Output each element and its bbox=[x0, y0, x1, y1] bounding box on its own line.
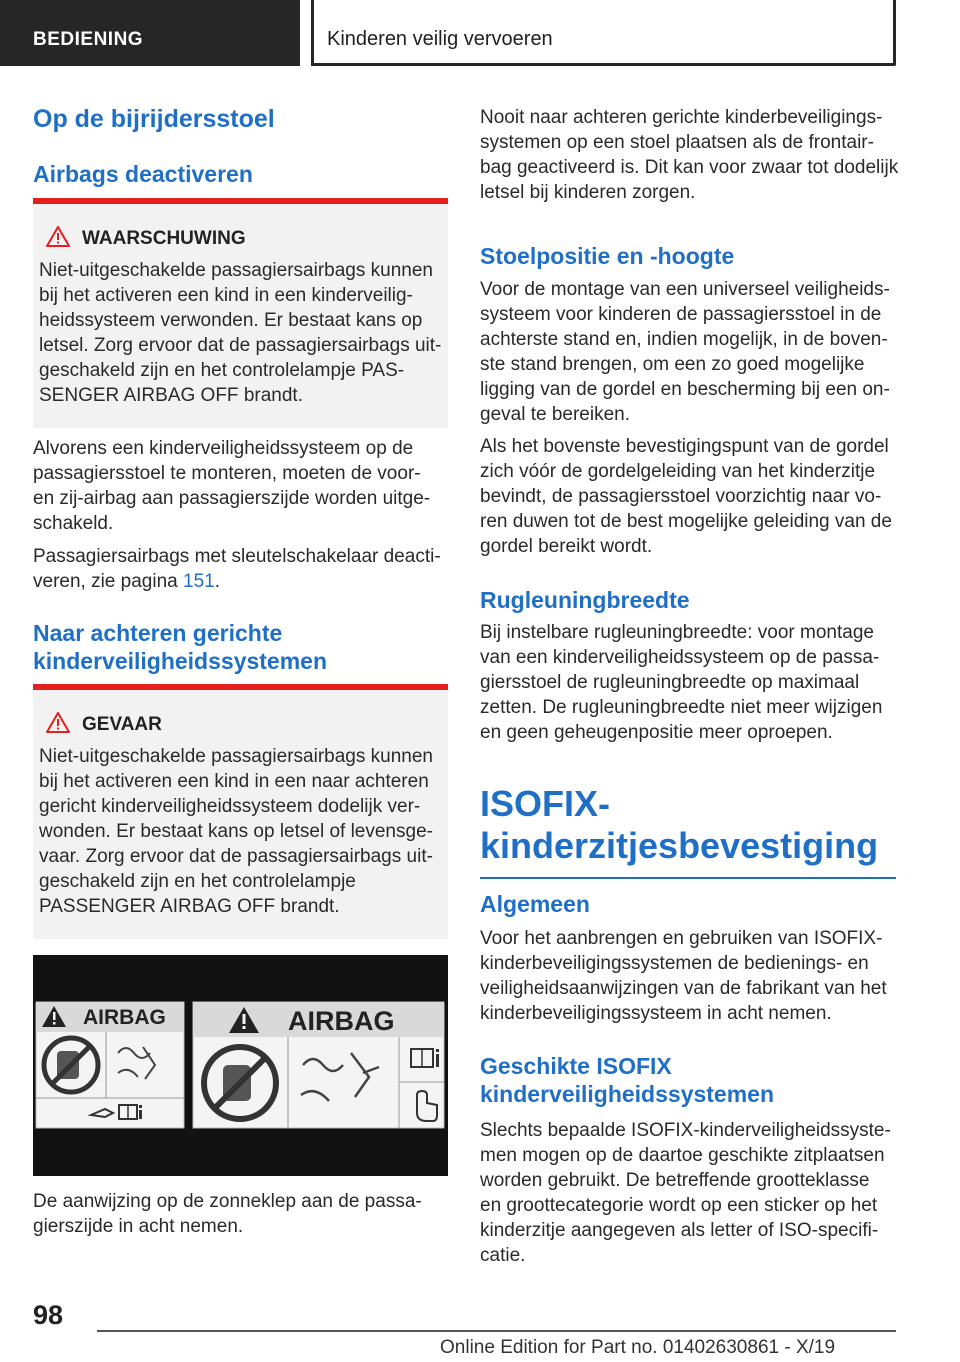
text-line: veiligheidsaanwijzingen van de fabrikant van het bbox=[480, 978, 887, 999]
text-line: Slechts bepaalde ISOFIX-kinderveiligheidssyste- bbox=[480, 1120, 891, 1141]
text-line: ste stand brengen, om een zo goed mogelijke bbox=[480, 354, 865, 375]
text-line: passagiersstoel te monteren, moeten de voor- bbox=[33, 463, 421, 484]
footer-divider bbox=[97, 1330, 896, 1332]
danger-line: geschakeld zijn en het controlelampje bbox=[39, 871, 356, 892]
paragraph-deactivate bbox=[33, 436, 430, 536]
subsection-title-rear-facing bbox=[33, 619, 327, 675]
paragraph-suitable-isofix bbox=[480, 1118, 891, 1268]
warning-line: letsel. Zorg ervoor dat de passagiersairbags uit- bbox=[39, 335, 442, 356]
text-line: systeem voor kinderen de passagiersstoel in de bbox=[480, 304, 882, 325]
text-line: ren duwen tot de best mogelijke geleiding van de bbox=[480, 511, 892, 532]
text-line: van een kinderveiligheidssysteem op de passa- bbox=[480, 647, 880, 668]
paragraph-backrest-width bbox=[480, 620, 882, 745]
sticker-label-small: AIRBAG bbox=[83, 1006, 166, 1029]
text-line: bag geactiveerd is. Dit kan voor zwaar tot dodelijk bbox=[480, 157, 899, 178]
chapter-tab: Kinderen veilig vervoeren bbox=[311, 0, 896, 66]
paragraph-seat-position bbox=[480, 277, 890, 427]
warning-line: heidssysteem verwonden. Er bestaat kans op bbox=[39, 310, 423, 331]
danger-line: bij het activeren een kind in een naar achteren bbox=[39, 771, 429, 792]
text-line: en geen geheugenpositie meer oproepen. bbox=[480, 722, 833, 743]
text-line: giersstoel de rugleuningbreedte op maximaal bbox=[480, 672, 860, 693]
danger-line: PASSENGER AIRBAG OFF brandt. bbox=[39, 896, 340, 917]
subsection-title-backrest-width: Rugleuningbreedte bbox=[480, 587, 690, 613]
text-line: worden gebruikt. De betreffende grootteklasse bbox=[480, 1170, 870, 1191]
text-line: kinderbeveiligingssystemen de bedienings- en bbox=[480, 953, 869, 974]
text-line: gierszijde in acht nemen. bbox=[33, 1216, 244, 1237]
text-line: gordel bereikt wordt. bbox=[480, 536, 653, 557]
danger-line: Niet-uitgeschakelde passagiersairbags kunnen bbox=[39, 746, 433, 767]
chapter-title-isofix bbox=[480, 783, 896, 879]
danger-line: gericht kinderveiligheidssysteem dodelijk ver- bbox=[39, 796, 421, 817]
text-line bbox=[33, 569, 441, 594]
text-line: men mogen op de daartoe geschikte zitplaatsen bbox=[480, 1145, 885, 1166]
text-line: bevindt, de passagiersstoel voorzichtig naar vo- bbox=[480, 486, 882, 507]
section-tab: BEDIENING bbox=[0, 0, 300, 66]
text-line: en groottecategorie wordt op een sticker op het bbox=[480, 1195, 878, 1216]
text-line: zich vóór de gordelgeleiding van het kinderzitje bbox=[480, 461, 876, 482]
heading-line: kinderveiligheidssystemen bbox=[33, 648, 328, 674]
danger-line: wonden. Er bestaat kans op letsel of levensge- bbox=[39, 821, 433, 842]
footer-edition: Online Edition for Part no. 01402630861 - X/19 bbox=[440, 1337, 836, 1358]
warning-line: Niet-uitgeschakelde passagiersairbags kunnen bbox=[39, 260, 433, 281]
heading-line: Naar achteren gerichte bbox=[33, 620, 283, 646]
danger-label: GEVAAR bbox=[82, 714, 162, 735]
paragraph-key-switch bbox=[33, 544, 441, 594]
heading-line: Geschikte ISOFIX bbox=[480, 1053, 672, 1079]
text-line: Passagiersairbags met sleutelschakelaar deacti- bbox=[33, 546, 441, 567]
warning-triangle-icon bbox=[46, 712, 70, 739]
text-line: Als het bovenste bevestigingspunt van de gordel bbox=[480, 436, 889, 457]
text-line: kinderzitje aangegeven als letter of ISO-specifi- bbox=[480, 1220, 879, 1241]
warning-label: WAARSCHUWING bbox=[82, 228, 246, 249]
warning-line: bij het activeren een kind in een kinderveilig- bbox=[39, 285, 413, 306]
danger-box bbox=[33, 684, 448, 939]
text-line: Voor het aanbrengen en gebruiken van ISOFIX- bbox=[480, 928, 883, 949]
large-airbag-sticker bbox=[193, 1002, 444, 1128]
subsection-title-airbags: Airbags deactiveren bbox=[33, 161, 253, 187]
text-line: ligging van de gordel en bescherming bij een on- bbox=[480, 379, 890, 400]
danger-heading bbox=[46, 712, 162, 739]
text-fragment: . bbox=[214, 571, 220, 592]
text-line: Voor de montage van een universeel veiligheids- bbox=[480, 279, 890, 300]
danger-bar bbox=[33, 684, 448, 690]
page-link[interactable]: 151 bbox=[183, 571, 215, 592]
text-line: catie. bbox=[480, 1245, 526, 1266]
text-line: zetten. De rugleuningbreedte niet meer wijzigen bbox=[480, 697, 883, 718]
danger-text bbox=[39, 744, 433, 919]
warning-bar bbox=[33, 198, 448, 204]
warning-text bbox=[39, 258, 441, 408]
text-line: schakeld. bbox=[33, 513, 114, 534]
photo-caption bbox=[33, 1189, 422, 1239]
airbag-sticker-photo bbox=[33, 955, 448, 1176]
text-line: geval te bereiken. bbox=[480, 404, 630, 425]
title-line: ISOFIX- bbox=[480, 783, 611, 824]
text-line: Alvorens een kinderveiligheidssysteem op de bbox=[33, 438, 414, 459]
sticker-label-large: AIRBAG bbox=[288, 1006, 395, 1036]
warning-line: geschakeld zijn en het controlelampje PAS- bbox=[39, 360, 405, 381]
page-header bbox=[0, 0, 960, 66]
page-number: 98 bbox=[33, 1300, 64, 1330]
warning-box bbox=[33, 198, 448, 428]
title-line: kinderzitjesbevestiging bbox=[480, 825, 879, 866]
text-line: letsel bij kinderen zorgen. bbox=[480, 182, 696, 203]
paragraph-never-rear-facing bbox=[480, 105, 898, 205]
subsection-title-general: Algemeen bbox=[480, 891, 590, 917]
subsection-title-seat-position: Stoelpositie en -hoogte bbox=[480, 243, 735, 269]
text-line: en zij-airbag aan passagierszijde worden uitge- bbox=[33, 488, 431, 509]
text-line: systemen op een stoel plaatsen als de frontair- bbox=[480, 132, 874, 153]
text-line: Nooit naar achteren gerichte kinderbeveiligings- bbox=[480, 107, 883, 128]
text-line: Bij instelbare rugleuningbreedte: voor montage bbox=[480, 622, 874, 643]
warning-heading bbox=[46, 226, 246, 253]
warning-triangle-icon bbox=[46, 226, 70, 253]
text-line: kinderbeveiligingssysteem in acht nemen. bbox=[480, 1003, 832, 1024]
section-title: Op de bijrijdersstoel bbox=[33, 105, 275, 133]
text-fragment: veren, zie pagina bbox=[33, 571, 183, 592]
text-line: achterste stand en, indien mogelijk, in de boven- bbox=[480, 329, 888, 350]
text-line: De aanwijzing op de zonneklep aan de passa- bbox=[33, 1191, 422, 1212]
small-airbag-sticker bbox=[36, 1002, 184, 1128]
paragraph-belt-anchor bbox=[480, 434, 892, 559]
subsection-title-suitable-isofix bbox=[480, 1052, 774, 1108]
warning-line: SENGER AIRBAG OFF brandt. bbox=[39, 385, 303, 406]
paragraph-general bbox=[480, 926, 887, 1026]
danger-line: vaar. Zorg ervoor dat de passagiersairbags uit- bbox=[39, 846, 433, 867]
heading-line: kinderveiligheidssystemen bbox=[480, 1081, 775, 1107]
